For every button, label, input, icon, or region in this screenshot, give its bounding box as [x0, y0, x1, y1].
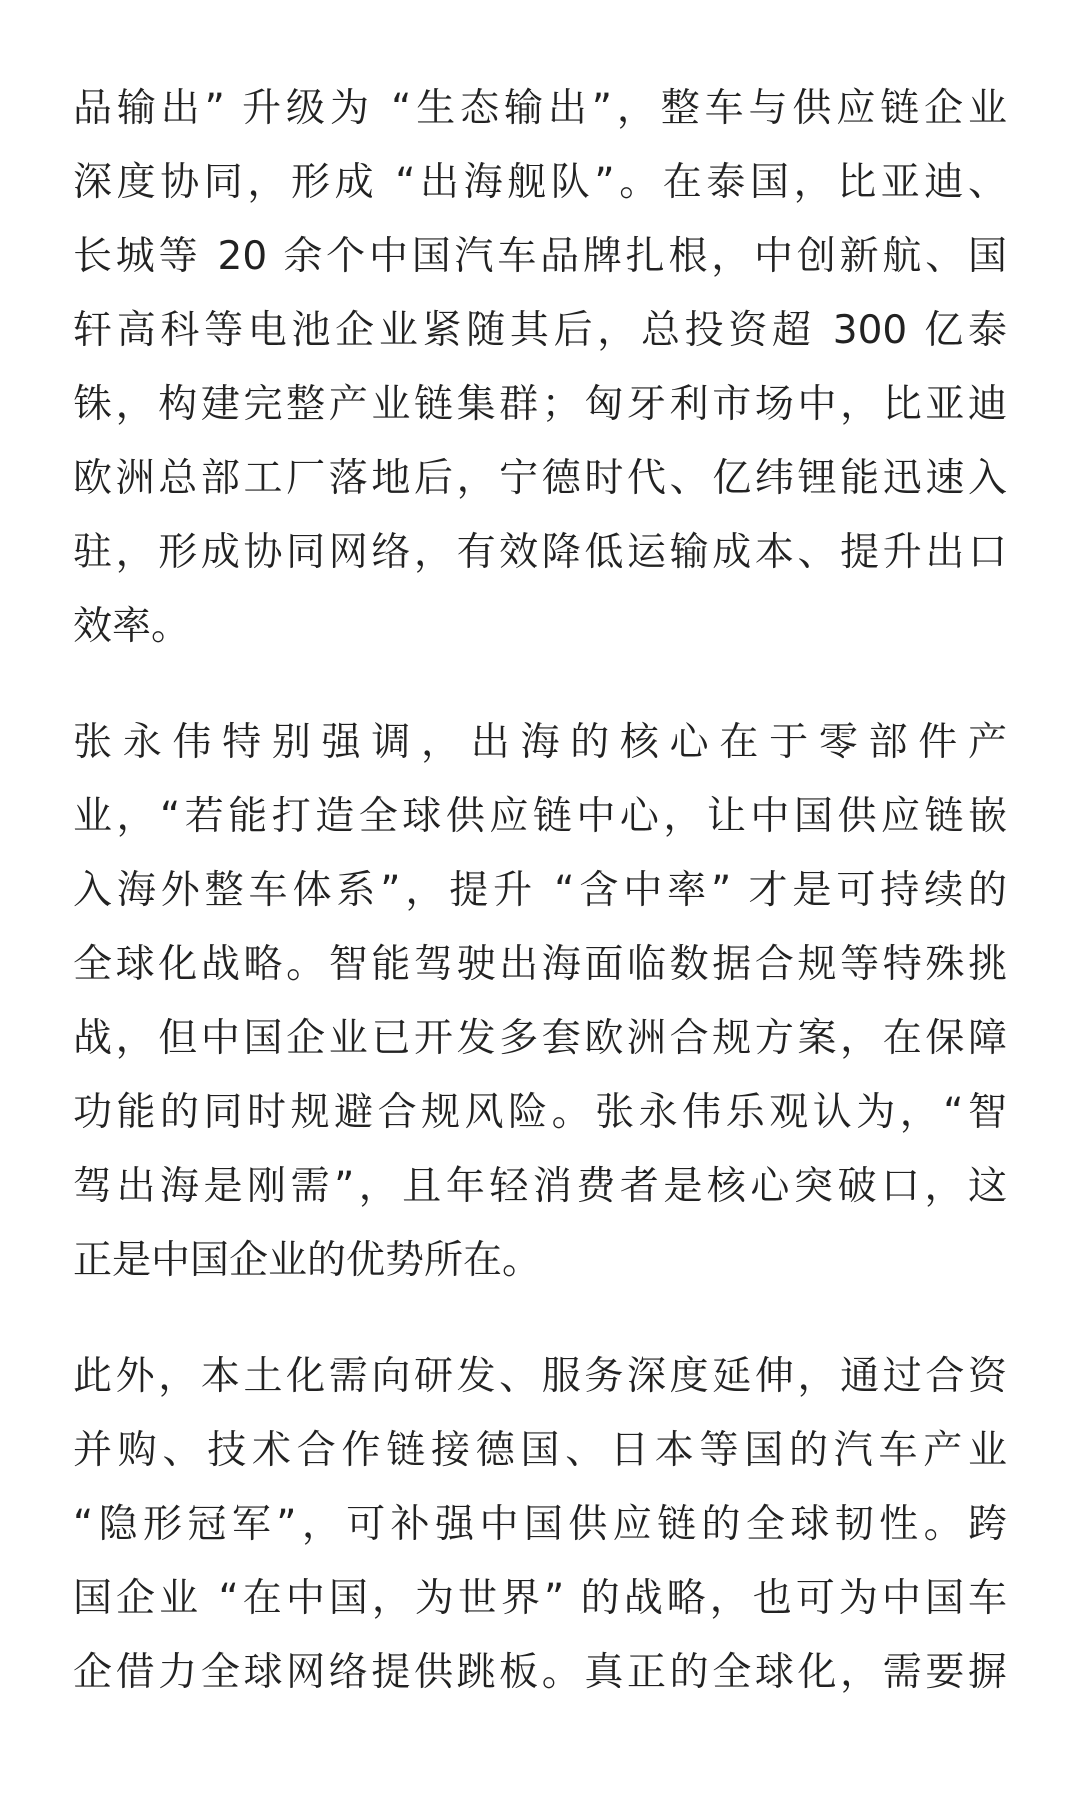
text-line: 入海外整车体系”，提升 “含中率” 才是可持续的	[73, 868, 1007, 913]
text-line: “隐形冠军”，可补强中国供应链的全球韧性。跨	[73, 1502, 1007, 1547]
text-line: 欧洲总部工厂落地后，宁德时代、亿纬锂能迅速入	[73, 456, 1007, 501]
text-line: 战，但中国企业已开发多套欧洲合规方案，在保障	[73, 1016, 1007, 1061]
paragraph-2	[73, 706, 1007, 1298]
text-line: 正是中国企业的优势所在。	[73, 1238, 542, 1283]
article-body	[73, 72, 1007, 1752]
paragraph-3	[73, 1340, 1007, 1710]
text-line: 轩高科等电池企业紧随其后，总投资超 300 亿泰	[73, 308, 1007, 353]
text-line: 张永伟特别强调，出海的核心在于零部件产	[73, 720, 1007, 765]
text-line: 并购、技术合作链接德国、日本等国的汽车产业	[73, 1428, 1007, 1473]
text-line: 效率。	[73, 604, 191, 649]
text-line: 驾出海是刚需”，且年轻消费者是核心突破口，这	[73, 1164, 1007, 1209]
text-line: 企借力全球网络提供跳板。真正的全球化，需要摒	[73, 1650, 1007, 1695]
text-line: 此外，本土化需向研发、服务深度延伸，通过合资	[73, 1354, 1007, 1399]
text-line: 铢，构建完整产业链集群；匈牙利市场中，比亚迪	[73, 382, 1007, 427]
text-line: 业，“若能打造全球供应链中心，让中国供应链嵌	[73, 794, 1007, 839]
paragraph-1	[73, 72, 1007, 664]
text-line: 驻，形成协同网络，有效降低运输成本、提升出口	[73, 530, 1007, 575]
text-line: 长城等 20 余个中国汽车品牌扎根，中创新航、国	[73, 234, 1007, 279]
text-line: 国企业 “在中国，为世界” 的战略，也可为中国车	[73, 1576, 1007, 1621]
text-line: 深度协同，形成 “出海舰队”。在泰国，比亚迪、	[73, 160, 1007, 205]
text-line: 全球化战略。智能驾驶出海面临数据合规等特殊挑	[73, 942, 1007, 987]
text-line: 功能的同时规避合规风险。张永伟乐观认为，“智	[73, 1090, 1007, 1135]
text-line: 品输出” 升级为 “生态输出”，整车与供应链企业	[73, 86, 1007, 131]
